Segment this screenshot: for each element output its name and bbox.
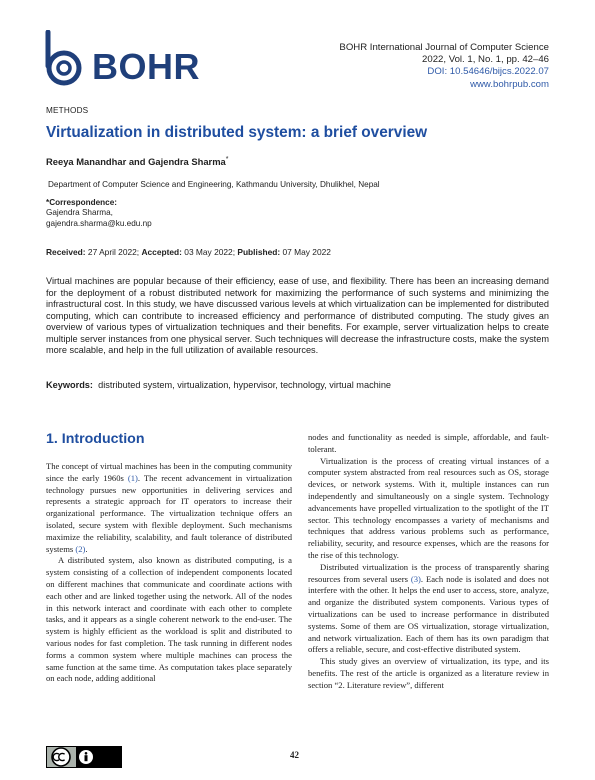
keywords-text: distributed system, virtualization, hypervisor, technology, virtual machine bbox=[98, 380, 392, 390]
correspondence-label: Correspondence: bbox=[49, 198, 117, 207]
correspondence-marker: * bbox=[46, 198, 50, 207]
author-marker: * bbox=[225, 156, 229, 163]
correspondence-email[interactable]: gajendra.sharma@ku.edu.np bbox=[46, 218, 152, 228]
citation-link[interactable]: (1) bbox=[127, 472, 138, 483]
cc-by-license-icon[interactable] bbox=[46, 746, 122, 768]
article-type: METHODS bbox=[46, 106, 89, 115]
correspondence-name: Gajendra Sharma, bbox=[46, 208, 113, 218]
text-run: Distributed virtualization is the process of transparently sharing resources from several users bbox=[308, 561, 549, 584]
text-run: . bbox=[85, 543, 88, 554]
citation-link[interactable]: (3) bbox=[410, 573, 421, 584]
citation-link[interactable]: (2) bbox=[75, 543, 86, 554]
received-label: Received: bbox=[46, 247, 86, 257]
correspondence bbox=[46, 198, 152, 229]
journal-volume: 2022, Vol. 1, No. 1, pp. 42–46 bbox=[422, 54, 549, 66]
page-number: 42 bbox=[290, 750, 299, 760]
affiliation: Department of Computer Science and Engineering, Kathmandu University, Dhulikhel, Nepal bbox=[48, 180, 380, 189]
author-names: Reeya Manandhar and Gajendra Sharma bbox=[46, 156, 226, 168]
body-column-left bbox=[46, 461, 292, 685]
abstract: Virtual machines are popular because of their efficiency, ease of use, and flexibility. There has been an increasing demand for the deployment of a robust distributed network for maximizing the performance of such systems and minimizing the infrastructural cost. In this study, we have discussed various levels at which virtualization can be implemented for distributed computing, which can contribute to increased efficiency and performance of distributed computing. The study gives an overview of various types of virtualization techniques and their benefits. For example, server virtualization helps to create multiple server instances from one physical server. Such techniques will decrease the infrastructure costs, make the system more scalable, and help in the full utilization of available resources. bbox=[46, 276, 549, 355]
paragraph: nodes and functionality as needed is simple, affordable, and fault-tolerant. bbox=[308, 432, 549, 454]
text-run: . The recent advancement in virtualization technology pursues new opportunities in delivering services and represents a strategic approach for IT operators to increase their organizational performance. The virtualization technique offers an isolated, secure system with flexible deployment. Such mechanisms maximize the reliability, scalability, and fault tolerance of distributed systems bbox=[46, 472, 292, 554]
text-run: . Each node is isolated and does not interfere with the other. It helps the end user to access, store, analyze, and organize the distributed system components. Various types of virtualizations can be used to increase performance in distributed systems. Some of them are OS virtualization, storage virtualization, and network virtualization. Each of them has its own paradigm that offers a reliable, secure, and cost-effective distributed system. bbox=[308, 573, 550, 655]
paragraph: Virtualization is the process of creating virtual instances of a computer system abstracted from real resources such as OS, storage devices, or network systems. With it, multiple instances can run independently and simultaneously on a single system. Technology advancements have propelled virtualization to the spotlight of the IT sector. This technology encompasses a variety of mechanisms and techniques that address various problems such as performance, reliability, security, and resource expenses, which are the reasons for the rise of this technology. bbox=[308, 455, 549, 560]
article-title: Virtualization in distributed system: a brief overview bbox=[46, 124, 428, 141]
journal-name: BOHR International Journal of Computer Science bbox=[339, 42, 549, 53]
paragraph: This study gives an overview of virtualization, its type, and its benefits. The rest of the article is organized as a literature review in section “2. Literature review”, different bbox=[308, 656, 549, 690]
accepted-date: 03 May 2022; bbox=[184, 247, 236, 257]
published-label: Published: bbox=[237, 247, 281, 257]
section-heading-introduction: 1. Introduction bbox=[46, 431, 145, 447]
doi-link[interactable]: DOI: 10.54646/bijcs.2022.07 bbox=[427, 66, 549, 78]
paragraph bbox=[308, 562, 549, 656]
logo-wordmark: BOHR bbox=[92, 46, 200, 87]
published-date: 07 May 2022 bbox=[282, 247, 331, 257]
paragraph: A distributed system, also known as distributed computing, is a system consisting of a collection of independent components located on different machines that communicate and coordinate actions with each other and are linked together using the network. All of the nodes in this network interact and coordinate with each other to complete tasks, and it appears as a single coherent network to the end-user. The system is highly efficient as the workload is split and distributed to various nodes for fast completion. The task running in different nodes forms a common system where multiple machines can process the same function at the same time. As computation takes place separately on each node, adding additional bbox=[46, 555, 292, 684]
paragraph bbox=[46, 461, 292, 555]
received-date: 27 April 2022; bbox=[87, 247, 140, 257]
keywords bbox=[46, 380, 391, 390]
website-link[interactable]: www.bohrpub.com bbox=[470, 78, 549, 90]
keywords-label: Keywords: bbox=[46, 380, 93, 390]
accepted-label: Accepted: bbox=[141, 247, 182, 257]
article-dates bbox=[46, 247, 331, 257]
body-column-right bbox=[308, 432, 549, 692]
journal-info bbox=[339, 42, 549, 91]
author-list bbox=[46, 156, 229, 167]
text-run: The concept of virtual machines has been in the computing community since the early 1960s bbox=[46, 461, 292, 483]
